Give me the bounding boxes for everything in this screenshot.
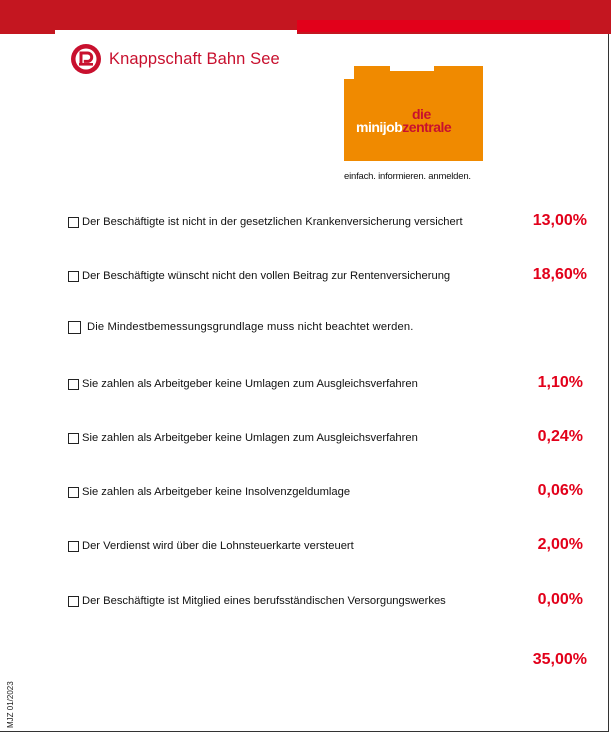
option-checkbox-8[interactable]: [68, 596, 79, 607]
option-row-5: [68, 430, 418, 446]
option-label-3: Die Mindestbemessungsgrundlage muss nicht beachtet werden.: [87, 321, 414, 333]
option-percent-6: 0,06%: [537, 482, 583, 499]
option-label-7: Der Verdienst wird über die Lohnsteuerkarte versteuert: [82, 540, 354, 552]
minijob-slogan: einfach. informieren. anmelden.: [344, 171, 471, 182]
minijob-die-text: die: [412, 106, 431, 122]
option-checkbox-6[interactable]: [68, 487, 79, 498]
header-bar-stripe: [297, 20, 570, 32]
option-label-4: Sie zahlen als Arbeitgeber keine Umlagen zum Ausgleichsverfahren: [82, 378, 418, 390]
option-checkbox-4[interactable]: [68, 379, 79, 390]
option-percent-2: 18,60%: [532, 266, 587, 283]
option-label-6: Sie zahlen als Arbeitgeber keine Insolvenzgeldumlage: [82, 486, 351, 498]
option-percent-8: 0,00%: [537, 591, 583, 608]
option-row-8: [68, 593, 446, 609]
option-label-8: Der Beschäftigte ist Mitglied eines berufsständischen Versorgungswerkes: [82, 595, 446, 607]
option-row-3: [68, 319, 413, 335]
option-checkbox-7[interactable]: [68, 541, 79, 552]
option-percent-5: 0,24%: [537, 428, 583, 445]
option-label-1: Der Beschäftigte ist nicht in der gesetzlichen Krankenversicherung versichert: [82, 216, 463, 228]
kbs-logo: [70, 44, 280, 74]
option-percent-1: 13,00%: [532, 212, 587, 229]
option-checkbox-3[interactable]: [68, 321, 81, 334]
option-label-2: Der Beschäftigte wünscht nicht den vollen Beitrag zur Rentenversicherung: [82, 270, 451, 282]
option-row-1: [68, 214, 463, 230]
option-checkbox-2[interactable]: [68, 271, 79, 282]
form-code: MJZ 01/2023: [6, 681, 15, 728]
kbs-brand-name: Knappschaft Bahn See: [109, 49, 280, 68]
option-row-7: [68, 538, 354, 554]
kbs-logo-icon: [70, 43, 102, 75]
header-bar-notch: [55, 30, 297, 36]
option-checkbox-5[interactable]: [68, 433, 79, 444]
option-percent-4: 1,10%: [537, 374, 583, 391]
minijob-name-text: [356, 120, 451, 134]
option-row-2: [68, 268, 450, 284]
minijob-name-part1: minijob: [356, 119, 403, 135]
option-row-6: [68, 484, 350, 500]
option-row-4: [68, 376, 418, 392]
option-percent-7: 2,00%: [537, 536, 583, 553]
minijob-name-part2: zentrale: [402, 119, 452, 135]
option-label-5: Sie zahlen als Arbeitgeber keine Umlagen zum Ausgleichsverfahren: [82, 432, 418, 444]
total-percent: 35,00%: [532, 651, 587, 668]
option-checkbox-1[interactable]: [68, 217, 79, 228]
